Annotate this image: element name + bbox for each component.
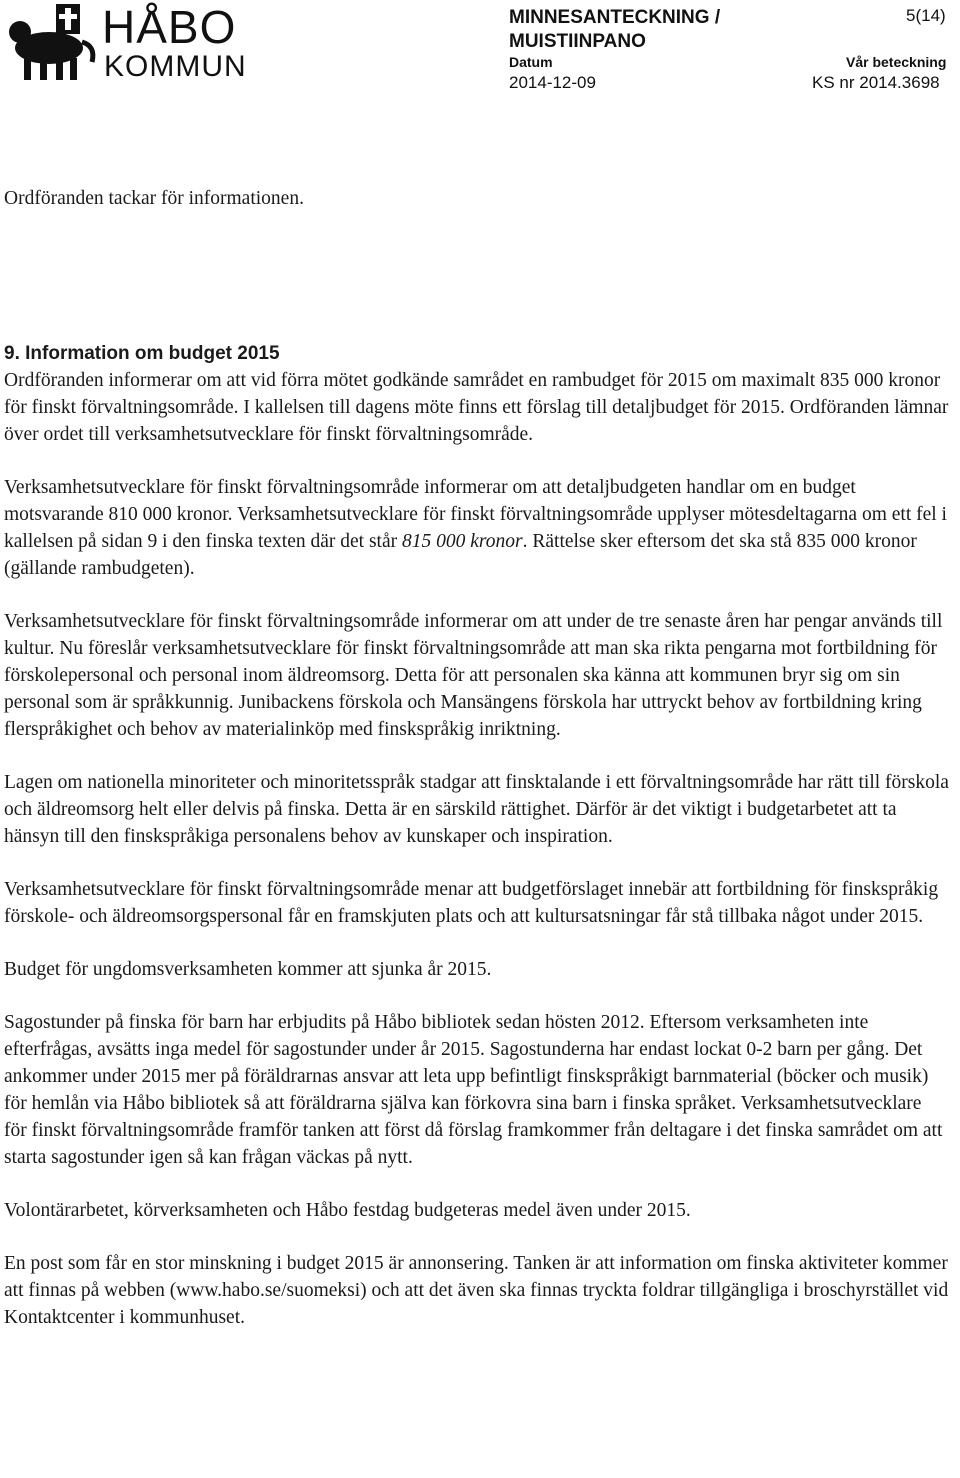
- paragraph: Verksamhetsutvecklare för finskt förvaltningsområde informerar om att under de tre senaste åren har pengar används till kultur. Nu föreslår verksamhetsutvecklare för finskt förvaltningsområde att man ska rikta pengarna mot fortbildning för förskolepersonal och personal inom äldreomsorg. Detta för att personalen ska känna att kommunen bryr sig om sin personal som är språkkunnig. Junibackens förskola och Mansängens förskola har uttryckt behov av fortbildning kring flerspråkighet och behov av materialinköp med finskspråkig inriktning.: [4, 611, 943, 740]
- section-heading: 9. Information om budget 2015: [4, 343, 280, 364]
- intro-paragraph: Ordföranden tackar för informationen.: [4, 188, 304, 209]
- paragraph: Verksamhetsutvecklare för finskt förvaltningsområde menar att budgetförslaget innebär att fortbildning för finskspråkig förskole- och äldreomsorgspersonal får en framskjuten plats och att kultursatsningar får stå tillbaka något under 2015.: [4, 879, 939, 927]
- date-value: 2014-12-09: [509, 73, 596, 92]
- document-title: MINNESANTECKNING / MUISTIINPANO: [509, 7, 721, 52]
- paragraph: Volontärarbetet, körverksamheten och Håbo festdag budgeteras medel även under 2015.: [4, 1200, 691, 1221]
- habo-kommun-logo: [4, 1, 247, 83]
- logo-title: HÅBO: [102, 1, 237, 53]
- paragraph: Ordföranden informerar om att vid förra mötet godkände samrådet en rambudget för 2015 om maximalt 835 000 kronor för finskt förvaltningsområde. I kallelsen till dagens möte finns ett förslag till detaljbudget för 2015. Ordföranden lämnar över ordet till verksamhetsutvecklare för finskt förvaltningsområde.: [4, 370, 949, 445]
- document-body: [4, 340, 949, 1357]
- paragraph-text: . Rättelse sker eftersom det ska stå 835 000 kronor (gällande rambudgeten).: [4, 531, 917, 579]
- paragraph: Budget för ungdomsverksamheten kommer att sjunka år 2015.: [4, 959, 492, 980]
- paragraph: En post som får en stor minskning i budget 2015 är annonsering. Tanken är att information om finska aktiviteter kommer att finnas på webben (www.habo.se/suomeksi) och att det även ska finnas tryckta foldrar tillgängliga i broschyrstället vid Kontaktcenter i kommunhuset.: [4, 1253, 949, 1328]
- paragraph: Lagen om nationella minoriteter och minoritetsspråk stadgar att finsktalande i ett förvaltningsområde har rätt till förskola och äldreomsorg helt eller delvis på finska. Detta är en särskild rättighet. Därför är det viktigt i budgetarbetet att ta hänsyn till den finskspråkiga personalens behov av kunskaper och inspiration.: [4, 772, 949, 847]
- reference-label: Vår beteckning: [846, 54, 947, 70]
- lamb-emblem-icon: [4, 2, 99, 82]
- paragraph: [4, 474, 949, 582]
- page-number: 5(14): [906, 6, 946, 25]
- logo-subtitle: KOMMUN: [104, 50, 247, 83]
- paragraph: Sagostunder på finska för barn har erbjudits på Håbo bibliotek sedan hösten 2012. Eftersom verksamheten inte efterfrågas, avsätts inga medel för sagostunder under år 2015. Sagostunderna har endast lockat 0-2 barn per gång. Det ankommer under 2015 mer på föräldrarnas ansvar att leta upp befintligt finskspråkigt barnmaterial (böcker och musik) för hemlån via Håbo bibliotek så att föräldrarna själva kan förkovra sina barn i finska språket. Verksamhetsutvecklare för finskt förvaltningsområde framför tanken att först då förslag framkommer från deltagare i det finska samrådet om att starta sagostunder igen så kan frågan väckas på nytt.: [4, 1012, 943, 1168]
- paragraph-text: Verksamhetsutvecklare för finskt förvaltningsområde informerar om att detaljbudgeten handlar om en budget motsvarande 810 000 kronor. Verksamhetsutvecklare för finskt förvaltningsområde upplyser mötesdeltagarna om ett fel i kallelsen på sidan 9 i den finska texten där det står: [4, 477, 947, 552]
- date-label: Datum: [509, 54, 553, 70]
- italic-amount: 815 000 kronor: [402, 531, 523, 552]
- reference-value: KS nr 2014.3698: [812, 73, 940, 92]
